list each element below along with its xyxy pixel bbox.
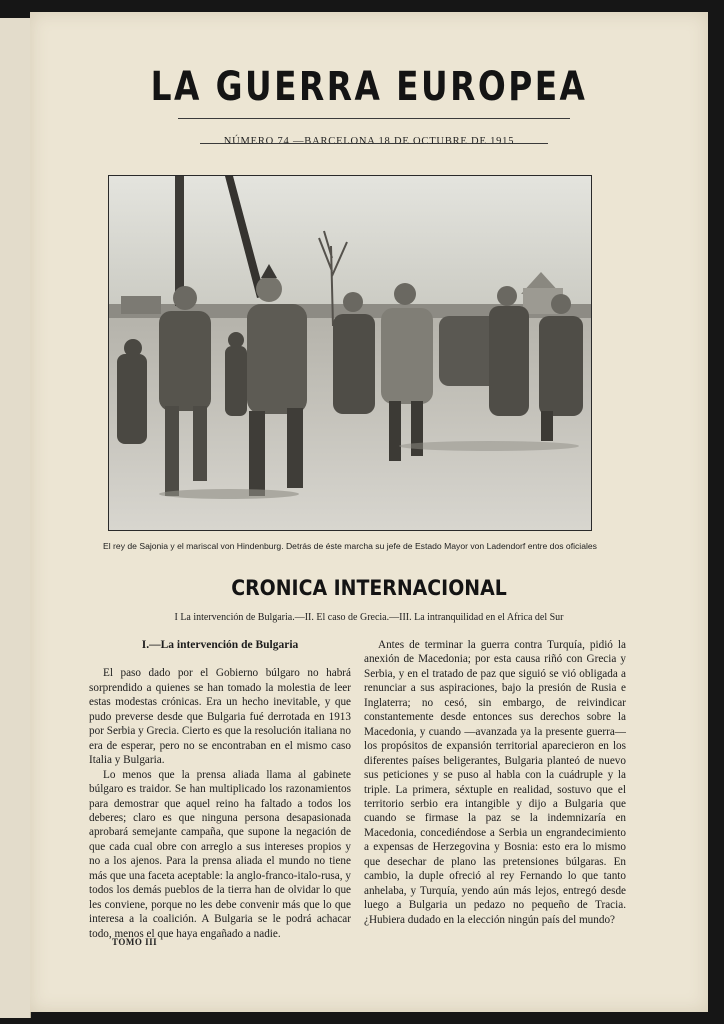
masthead-rule-top: [178, 118, 570, 119]
article-column-left: [89, 638, 351, 941]
article-subtitle: I.—La intervención de Bulgaria: [141, 639, 299, 651]
newspaper-page: [30, 12, 708, 1012]
photograph-illustration: [109, 176, 591, 530]
article-contents: I La intervención de Bulgaria.—II. El caso de Grecia.—III. La intranquilidad en el Africa del Sur: [174, 612, 564, 623]
masthead-title: LA GUERRA EUROPEA: [150, 64, 588, 110]
issue-line: NÚMERO 74 —BARCELONA 18 DE OCTUBRE DE 1915: [223, 136, 515, 147]
article-paragraph: Antes de terminar la guerra contra Turquía, pidió la anexión de Macedonia; por esta causa riñó con Grecia y Serbia, y en el tratado de paz que siguió se vió obligada a renunciar a sus aspiraciones, bajo la presión de Rusia e Inglaterra; no cesó, sin embargo, de reivindicar constantemente desde entonces sus derechos sobre la Macedonia, y cuando —avanzada ya la presente guerra—los propósitos de expansión territorial aparecieron en los diferentes países beligerantes, Bulgaria planteó de nuevo sus peticiones y se puso al habla con la cuádruple y la triple. La primera, séxtuple en realidad, sostuvo que el territorio serbio era intangible y dijo a Bulgaria que cuando se firmase la paz se la indemnizaría en Macedonia, concediéndose a Serbia un engrandecimiento a expensas de Herzegovina y Bosnia: esto era lo mismo que desechar de plano las pretensiones búlgaras. En cambio, la duple ofreció al rey Fernando lo que tanto anhelaba, y Turquía, yendo aún más lejos, entregó desde luego a Bulgaria un pedazo no pequeño de Tracia. ¿Hubiera dudado en la elección ningún país del mundo?: [364, 639, 626, 926]
news-photograph: [108, 175, 592, 531]
masthead-rule-bottom: [200, 143, 548, 144]
facing-page-edge: [0, 18, 31, 1018]
article-paragraph: Lo menos que la prensa aliada llama al gabinete búlgaro es traidor. Se han multiplicado los razonamientos para demostrar que aquel reino ha faltado a todos los deberes; claro es que ninguna persona desapasionada aprobará semejante campaña, que supone la negación de que cada cual obre con arreglo a sus intereses propios y no a los ajenos. Para la prensa aliada el mundo no tiene más que una faceta aceptable: la anglo-franco-italo-rusa, y todos los demás pueblos de la tierra han de olvidar lo que les conviene, porque no les debe convenir más que lo que interesa a la coalición. A Bulgaria se le podrá achacar todo, menos el que haya engañado a nadie.: [89, 768, 351, 940]
photo-caption: El rey de Sajonia y el mariscal von Hindenburg. Detrás de éste marcha su jefe de Estado Mayor von Ladendorf entre dos oficiales: [103, 541, 597, 551]
article-title: CRONICA INTERNACIONAL: [231, 576, 507, 600]
volume-label: TOMO III: [112, 937, 158, 947]
article-paragraph: El paso dado por el Gobierno búlgaro no habrá sorprendido a quienes se han tomado la molestia de leer estas modestas crónicas. Era un hecho inevitable, y que pudo preverse desde que Bulgaria fué derrotada en 1913 por Serbia y Grecia. Cierto es que la resolución italiana no era de esperar, pero no se encontraban en el mismo caso Italia y Bulgaria.: [89, 667, 351, 767]
article-column-right: [364, 638, 626, 927]
